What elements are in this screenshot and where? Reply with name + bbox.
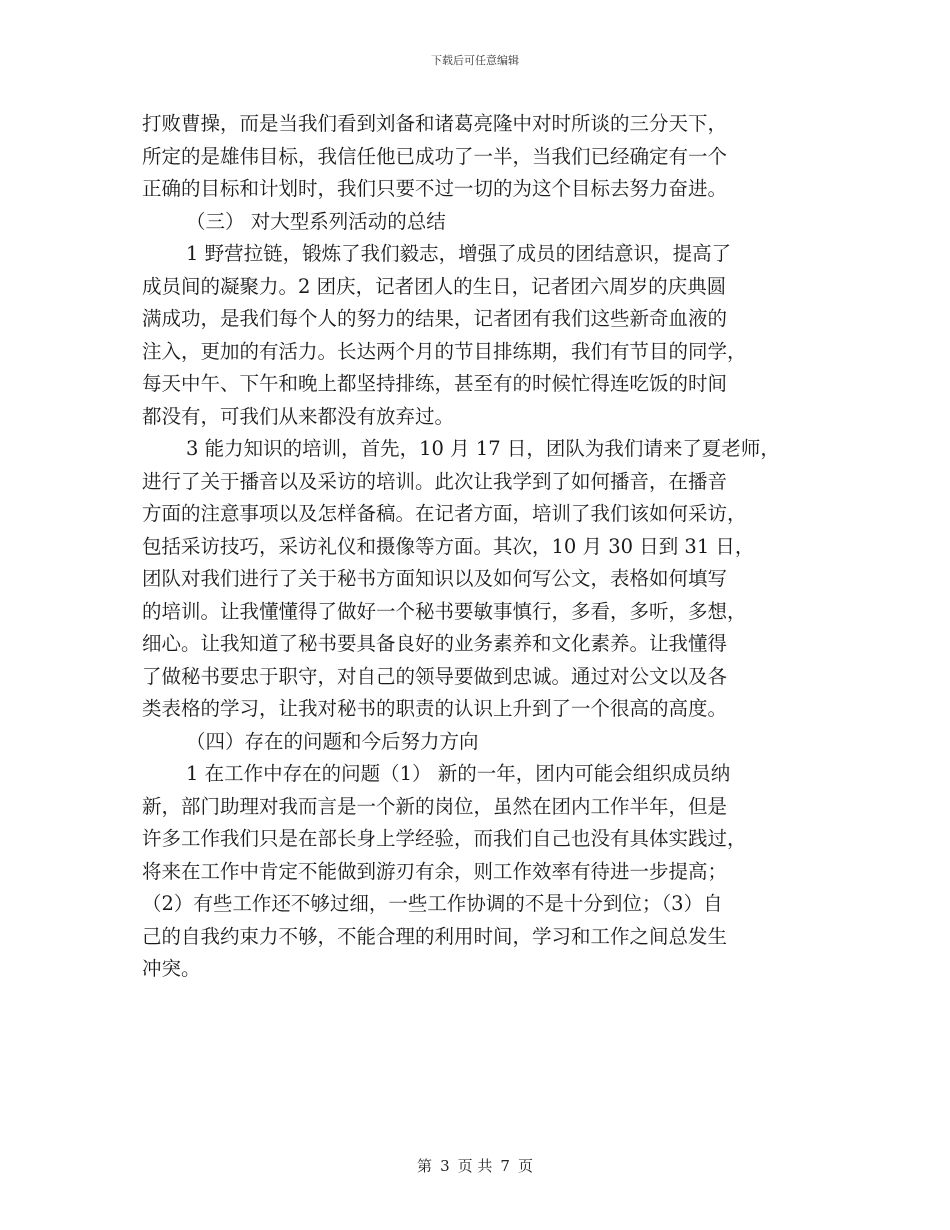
text-line: 细心。让我知道了秘书要具备良好的业务素养和文化素养。让我懂得 (142, 632, 728, 655)
text-line: 进行了关于播音以及采访的培训。此次让我学到了如何播音，在播音 (142, 469, 728, 493)
footer-middle: 页 共 (457, 1157, 493, 1175)
text-line: 注入，更加的有活力。长达两个月的节目排练期，我们有节目的同学， (142, 339, 747, 363)
text-line: 方面的注意事项以及怎样备稿。在记者方面，培训了我们该如何采访， (142, 502, 747, 525)
text-line: 所定的是雄伟目标，我信任他已成功了一半，当我们已经确定有一个 (142, 144, 728, 168)
page-total: 7 (500, 1157, 510, 1175)
text-line: 冲突。 (142, 957, 201, 980)
paragraph-start: 1 在工作中存在的问题（1） 新的一年，团内可能会组织成员纳 (186, 762, 731, 785)
footer-suffix: 页 (517, 1157, 533, 1175)
document-body (142, 108, 822, 986)
paragraph-start: 3 能力知识的培训，首先，10 月 17 日，团队为我们请来了夏老师， (186, 437, 780, 460)
text-line: 的培训。让我懂懂得了做好一个秘书要敏事慎行，多看，多听，多想， (142, 599, 747, 623)
text-line: 打败曹操，而是当我们看到刘备和诸葛亮隆中对时所谈的三分天下， (142, 112, 728, 135)
text-line: 包括采访技巧，采访礼仪和摄像等方面。其次，10 月 30 日到 31 日， (142, 534, 755, 558)
footer-prefix: 第 (417, 1157, 433, 1175)
section-heading-4: （四）存在的问题和今后努力方向 (186, 729, 479, 753)
text-line: 团队对我们进行了关于秘书方面知识以及如何写公文，表格如何填写 (142, 567, 728, 590)
text-line: 己的自我约束力不够，不能合理的利用时间，学习和工作之间总发生 (142, 924, 728, 948)
text-line: 每天中午、下午和晚上都坚持排练，甚至有的时候忙得连吃饭的时间 (142, 372, 728, 395)
section-heading-3: （三） 对大型系列活动的总结 (186, 209, 446, 233)
text-line: 新，部门助理对我而言是一个新的岗位，虽然在团内工作半年，但是 (142, 794, 728, 818)
text-line: 正确的目标和计划时，我们只要不过一切的为这个目标去努力奋进。 (142, 177, 728, 200)
text-line: 了做秘书要忠于职守，对自己的领导要做到忠诚。通过对公文以及各 (142, 664, 728, 688)
text-line: 类表格的学习，让我对秘书的职责的认识上升到了一个很高的高度。 (142, 697, 728, 720)
page-footer (0, 1155, 950, 1176)
text-line: （2）有些工作还不够过细，一些工作协调的不是十分到位；（3）自 (142, 892, 723, 915)
text-line: 成员间的凝聚力。2 团庆，记者团人的生日，记者团六周岁的庆典圆 (142, 274, 727, 298)
text-line: 都没有，可我们从来都没有放弃过。 (142, 404, 455, 428)
paragraph-start: 1 野营拉链，锻炼了我们毅志，增强了成员的团结意识，提高了 (186, 242, 732, 265)
page-header: 下载后可任意编辑 (431, 54, 519, 67)
text-line: 将来在工作中肯定不能做到游刃有余，则工作效率有待进一步提高； (142, 859, 728, 883)
text-line: 许多工作我们只是在部长身上学经验，而我们自己也没有具体实践过， (142, 827, 747, 850)
text-line: 满成功，是我们每个人的努力的结果，记者团有我们这些新奇血液的 (142, 307, 728, 330)
page-number: 3 (440, 1157, 450, 1175)
